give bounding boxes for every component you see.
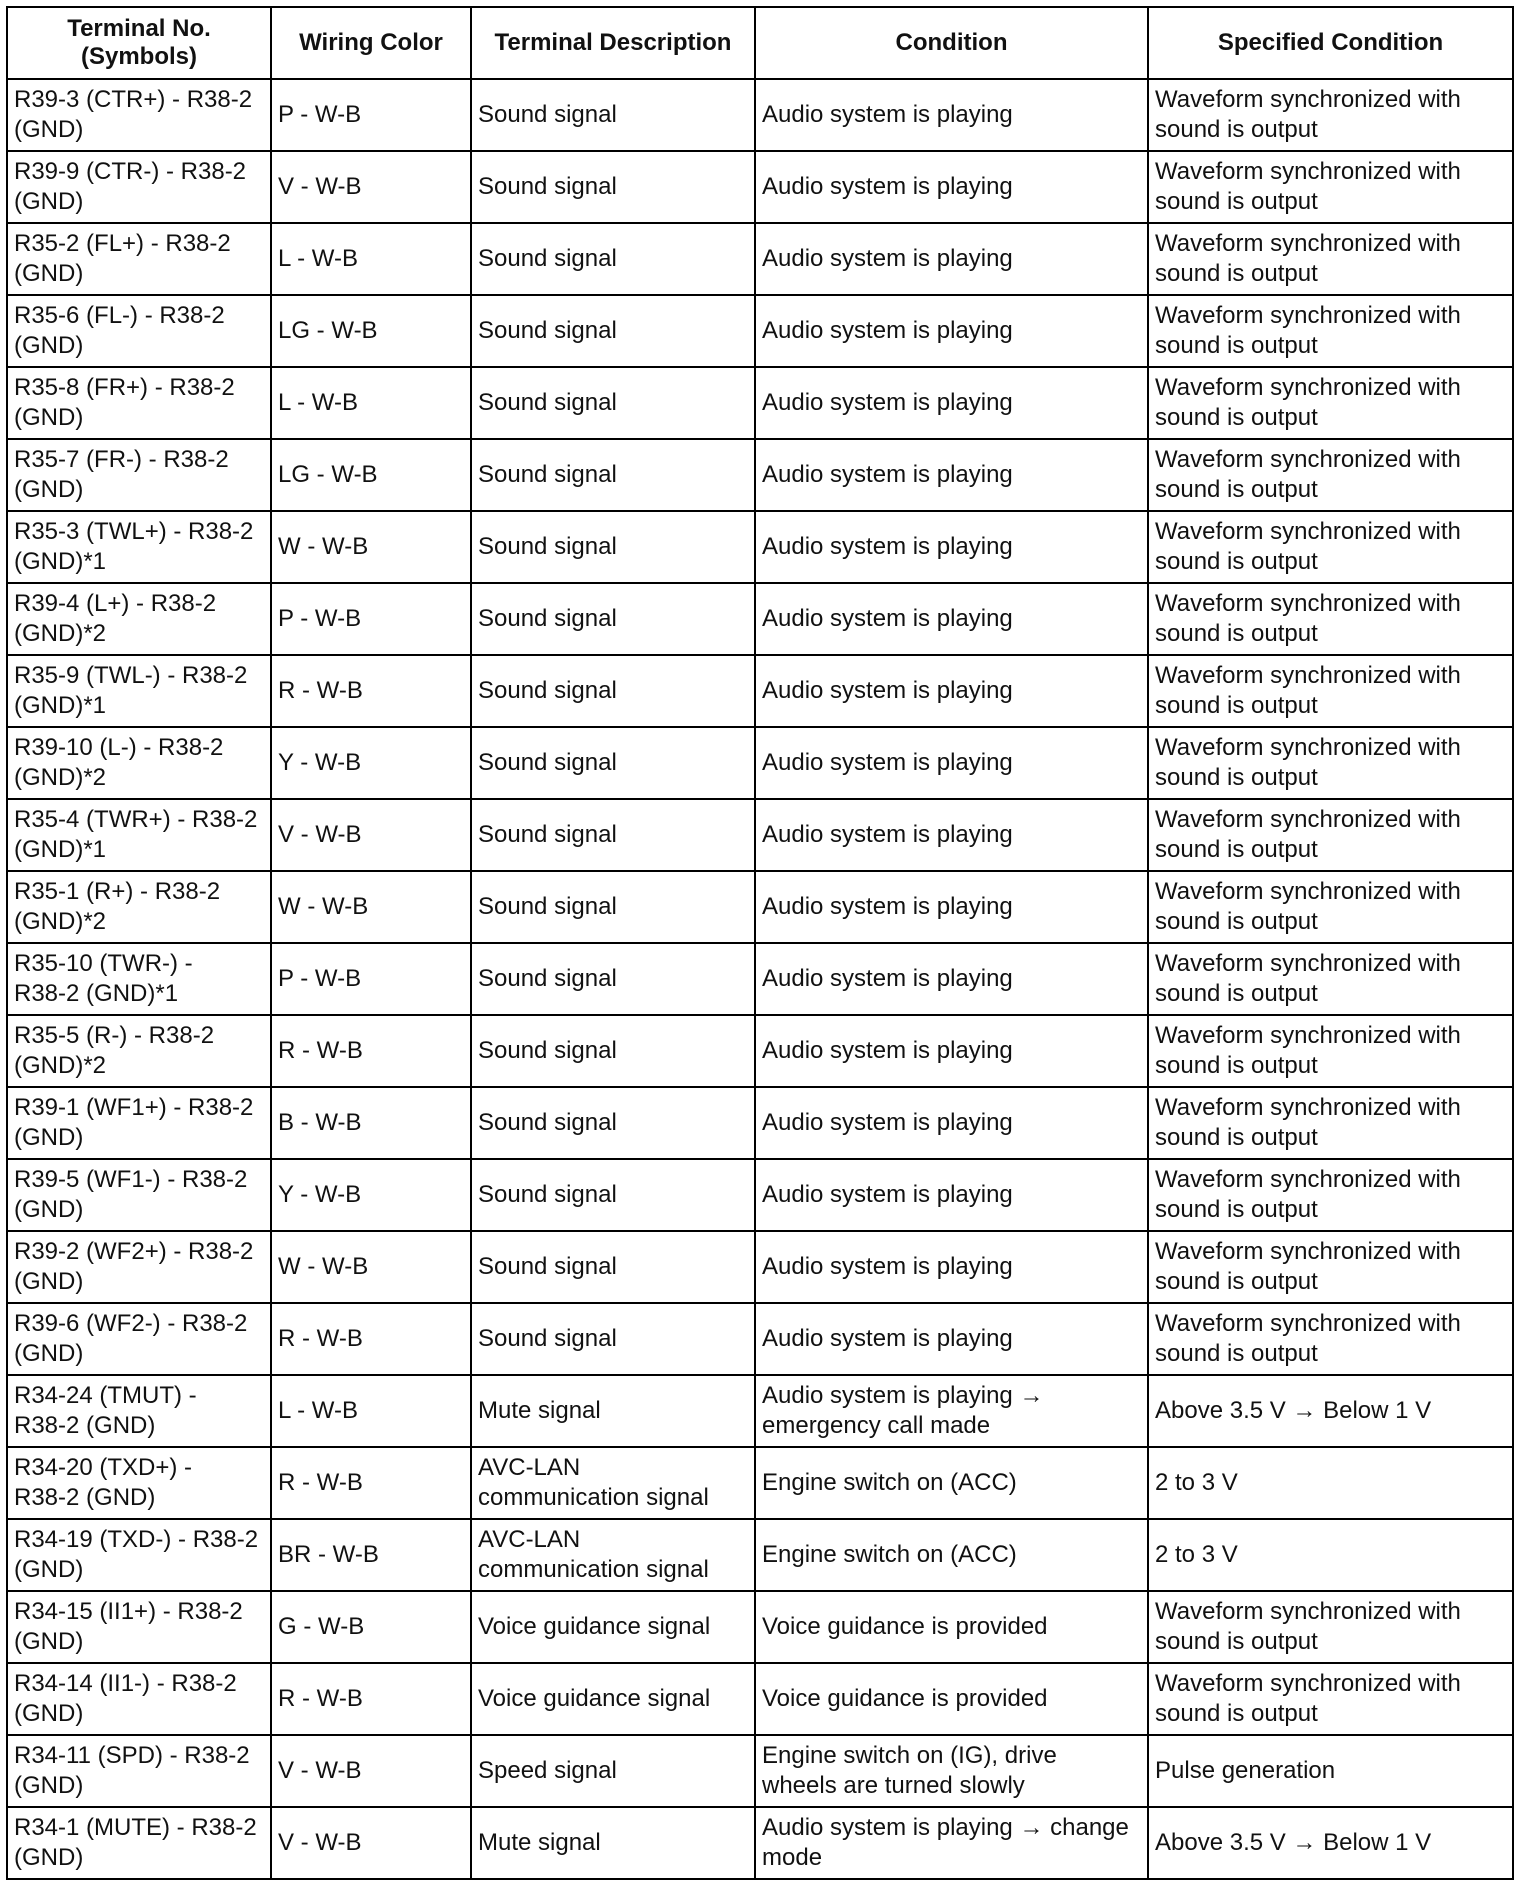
terminal-description-cell: Voice guidance signal	[471, 1591, 755, 1663]
table-body	[7, 79, 1513, 1879]
table-row	[7, 1591, 1513, 1663]
terminal-description-cell: Sound signal	[471, 943, 755, 1015]
wiring-color-cell: LG - W-B	[271, 295, 471, 367]
terminal-no-cell: R39-3 (CTR+) - R38-2 (GND)	[7, 79, 271, 151]
specified-condition-cell: 2 to 3 V	[1148, 1519, 1513, 1591]
terminal-description-cell: Sound signal	[471, 511, 755, 583]
table-row	[7, 1519, 1513, 1591]
terminal-no-cell: R39-9 (CTR-) - R38-2 (GND)	[7, 151, 271, 223]
document-page	[6, 6, 1514, 1880]
wiring-color-cell: V - W-B	[271, 799, 471, 871]
terminal-description-cell: Sound signal	[471, 79, 755, 151]
condition-cell: Audio system is playing	[755, 511, 1148, 583]
table-row	[7, 799, 1513, 871]
specified-condition-cell: Waveform synchronized with sound is output	[1148, 223, 1513, 295]
wiring-color-cell: R - W-B	[271, 655, 471, 727]
table-row	[7, 1735, 1513, 1807]
terminal-description-cell: AVC-LAN communication signal	[471, 1519, 755, 1591]
condition-cell: Engine switch on (ACC)	[755, 1519, 1148, 1591]
terminal-description-cell: Sound signal	[471, 727, 755, 799]
condition-cell: Audio system is playing	[755, 1015, 1148, 1087]
terminal-table	[6, 6, 1514, 1880]
terminal-no-cell: R39-4 (L+) - R38-2 (GND)*2	[7, 583, 271, 655]
wiring-color-cell: R - W-B	[271, 1663, 471, 1735]
terminal-description-cell: Sound signal	[471, 367, 755, 439]
wiring-color-cell: P - W-B	[271, 79, 471, 151]
terminal-no-cell: R35-1 (R+) - R38-2 (GND)*2	[7, 871, 271, 943]
table-header	[7, 7, 1513, 79]
terminal-no-cell: R35-10 (TWR-) - R38-2 (GND)*1	[7, 943, 271, 1015]
terminal-no-cell: R35-2 (FL+) - R38-2 (GND)	[7, 223, 271, 295]
terminal-no-cell: R35-5 (R-) - R38-2 (GND)*2	[7, 1015, 271, 1087]
terminal-no-cell: R39-10 (L-) - R38-2 (GND)*2	[7, 727, 271, 799]
condition-cell: Audio system is playing	[755, 871, 1148, 943]
specified-condition-cell: Waveform synchronized with sound is output	[1148, 1087, 1513, 1159]
wiring-color-cell: LG - W-B	[271, 439, 471, 511]
terminal-description-cell: Sound signal	[471, 151, 755, 223]
table-row	[7, 943, 1513, 1015]
table-row	[7, 727, 1513, 799]
condition-cell: Audio system is playing	[755, 583, 1148, 655]
condition-cell: Audio system is playing	[755, 151, 1148, 223]
wiring-color-cell: BR - W-B	[271, 1519, 471, 1591]
condition-cell: Audio system is playing	[755, 1159, 1148, 1231]
terminal-no-cell: R35-6 (FL-) - R38-2 (GND)	[7, 295, 271, 367]
terminal-no-cell: R34-14 (II1-) - R38-2 (GND)	[7, 1663, 271, 1735]
specified-condition-cell: Waveform synchronized with sound is output	[1148, 583, 1513, 655]
condition-cell: Audio system is playing	[755, 79, 1148, 151]
terminal-no-cell: R39-6 (WF2-) - R38-2 (GND)	[7, 1303, 271, 1375]
condition-cell: Audio system is playing → change mode	[755, 1807, 1148, 1879]
table-row	[7, 1231, 1513, 1303]
specified-condition-cell: Waveform synchronized with sound is output	[1148, 1663, 1513, 1735]
specified-condition-cell: Waveform synchronized with sound is output	[1148, 943, 1513, 1015]
table-row	[7, 1807, 1513, 1879]
terminal-no-cell: R35-8 (FR+) - R38-2 (GND)	[7, 367, 271, 439]
specified-condition-cell: Waveform synchronized with sound is output	[1148, 799, 1513, 871]
terminal-description-cell: Sound signal	[471, 439, 755, 511]
wiring-color-cell: R - W-B	[271, 1447, 471, 1519]
wiring-color-cell: L - W-B	[271, 223, 471, 295]
table-row	[7, 511, 1513, 583]
specified-condition-cell: Above 3.5 V → Below 1 V	[1148, 1375, 1513, 1447]
specified-condition-cell: 2 to 3 V	[1148, 1447, 1513, 1519]
table-row	[7, 1663, 1513, 1735]
specified-condition-cell: Waveform synchronized with sound is output	[1148, 1159, 1513, 1231]
terminal-description-cell: Sound signal	[471, 655, 755, 727]
specified-condition-cell: Waveform synchronized with sound is output	[1148, 367, 1513, 439]
condition-cell: Voice guidance is provided	[755, 1663, 1148, 1735]
condition-cell: Audio system is playing	[755, 295, 1148, 367]
wiring-color-cell: V - W-B	[271, 1807, 471, 1879]
table-row	[7, 583, 1513, 655]
specified-condition-cell: Waveform synchronized with sound is output	[1148, 871, 1513, 943]
condition-cell: Voice guidance is provided	[755, 1591, 1148, 1663]
terminal-description-cell: Sound signal	[471, 583, 755, 655]
specified-condition-cell: Waveform synchronized with sound is output	[1148, 1591, 1513, 1663]
wiring-color-cell: G - W-B	[271, 1591, 471, 1663]
specified-condition-cell: Above 3.5 V → Below 1 V	[1148, 1807, 1513, 1879]
specified-condition-cell: Waveform synchronized with sound is output	[1148, 151, 1513, 223]
condition-cell: Audio system is playing	[755, 727, 1148, 799]
table-row	[7, 151, 1513, 223]
wiring-color-cell: W - W-B	[271, 511, 471, 583]
specified-condition-cell: Pulse generation	[1148, 1735, 1513, 1807]
wiring-color-cell: L - W-B	[271, 1375, 471, 1447]
terminal-description-cell: Sound signal	[471, 799, 755, 871]
condition-cell: Audio system is playing	[755, 799, 1148, 871]
specified-condition-cell: Waveform synchronized with sound is output	[1148, 511, 1513, 583]
wiring-color-cell: L - W-B	[271, 367, 471, 439]
specified-condition-cell: Waveform synchronized with sound is output	[1148, 1015, 1513, 1087]
wiring-color-cell: V - W-B	[271, 151, 471, 223]
terminal-no-cell: R34-11 (SPD) - R38-2 (GND)	[7, 1735, 271, 1807]
table-row	[7, 1159, 1513, 1231]
table-row	[7, 655, 1513, 727]
table-row	[7, 1303, 1513, 1375]
wiring-color-cell: P - W-B	[271, 943, 471, 1015]
wiring-color-cell: Y - W-B	[271, 1159, 471, 1231]
terminal-no-cell: R39-5 (WF1-) - R38-2 (GND)	[7, 1159, 271, 1231]
terminal-description-cell: Sound signal	[471, 1231, 755, 1303]
condition-cell: Audio system is playing	[755, 223, 1148, 295]
terminal-no-cell: R34-20 (TXD+) - R38-2 (GND)	[7, 1447, 271, 1519]
wiring-color-cell: V - W-B	[271, 1735, 471, 1807]
wiring-color-cell: R - W-B	[271, 1015, 471, 1087]
terminal-no-cell: R34-24 (TMUT) - R38-2 (GND)	[7, 1375, 271, 1447]
condition-cell: Audio system is playing → emergency call made	[755, 1375, 1148, 1447]
table-row	[7, 79, 1513, 151]
header-row	[7, 7, 1513, 79]
header-condition: Condition	[755, 7, 1148, 79]
terminal-description-cell: Sound signal	[471, 1303, 755, 1375]
condition-cell: Audio system is playing	[755, 367, 1148, 439]
terminal-description-cell: AVC-LAN communication signal	[471, 1447, 755, 1519]
terminal-description-cell: Sound signal	[471, 295, 755, 367]
terminal-no-cell: R35-3 (TWL+) - R38-2 (GND)*1	[7, 511, 271, 583]
condition-cell: Audio system is playing	[755, 1231, 1148, 1303]
table-row	[7, 1375, 1513, 1447]
terminal-description-cell: Sound signal	[471, 1015, 755, 1087]
wiring-color-cell: Y - W-B	[271, 727, 471, 799]
header-specified-condition: Specified Condition	[1148, 7, 1513, 79]
specified-condition-cell: Waveform synchronized with sound is output	[1148, 295, 1513, 367]
table-row	[7, 871, 1513, 943]
terminal-no-cell: R34-1 (MUTE) - R38-2 (GND)	[7, 1807, 271, 1879]
terminal-no-cell: R35-4 (TWR+) - R38-2 (GND)*1	[7, 799, 271, 871]
condition-cell: Audio system is playing	[755, 1087, 1148, 1159]
terminal-description-cell: Mute signal	[471, 1807, 755, 1879]
specified-condition-cell: Waveform synchronized with sound is output	[1148, 1303, 1513, 1375]
terminal-description-cell: Voice guidance signal	[471, 1663, 755, 1735]
terminal-description-cell: Sound signal	[471, 1159, 755, 1231]
header-terminal-no: Terminal No. (Symbols)	[7, 7, 271, 79]
wiring-color-cell: W - W-B	[271, 871, 471, 943]
terminal-no-cell: R34-15 (II1+) - R38-2 (GND)	[7, 1591, 271, 1663]
terminal-no-cell: R35-7 (FR-) - R38-2 (GND)	[7, 439, 271, 511]
specified-condition-cell: Waveform synchronized with sound is output	[1148, 79, 1513, 151]
table-row	[7, 367, 1513, 439]
table-row	[7, 1447, 1513, 1519]
wiring-color-cell: R - W-B	[271, 1303, 471, 1375]
condition-cell: Audio system is playing	[755, 439, 1148, 511]
terminal-description-cell: Sound signal	[471, 1087, 755, 1159]
wiring-color-cell: P - W-B	[271, 583, 471, 655]
condition-cell: Audio system is playing	[755, 655, 1148, 727]
terminal-description-cell: Sound signal	[471, 223, 755, 295]
terminal-no-cell: R39-2 (WF2+) - R38-2 (GND)	[7, 1231, 271, 1303]
table-row	[7, 439, 1513, 511]
specified-condition-cell: Waveform synchronized with sound is output	[1148, 1231, 1513, 1303]
table-row	[7, 295, 1513, 367]
terminal-description-cell: Speed signal	[471, 1735, 755, 1807]
table-row	[7, 1015, 1513, 1087]
specified-condition-cell: Waveform synchronized with sound is output	[1148, 727, 1513, 799]
terminal-no-cell: R39-1 (WF1+) - R38-2 (GND)	[7, 1087, 271, 1159]
condition-cell: Audio system is playing	[755, 1303, 1148, 1375]
condition-cell: Engine switch on (ACC)	[755, 1447, 1148, 1519]
wiring-color-cell: W - W-B	[271, 1231, 471, 1303]
wiring-color-cell: B - W-B	[271, 1087, 471, 1159]
specified-condition-cell: Waveform synchronized with sound is output	[1148, 655, 1513, 727]
terminal-no-cell: R34-19 (TXD-) - R38-2 (GND)	[7, 1519, 271, 1591]
table-row	[7, 1087, 1513, 1159]
terminal-description-cell: Sound signal	[471, 871, 755, 943]
header-terminal-description: Terminal Description	[471, 7, 755, 79]
condition-cell: Audio system is playing	[755, 943, 1148, 1015]
terminal-description-cell: Mute signal	[471, 1375, 755, 1447]
condition-cell: Engine switch on (IG), drive wheels are turned slowly	[755, 1735, 1148, 1807]
specified-condition-cell: Waveform synchronized with sound is output	[1148, 439, 1513, 511]
terminal-no-cell: R35-9 (TWL-) - R38-2 (GND)*1	[7, 655, 271, 727]
table-row	[7, 223, 1513, 295]
header-wiring-color: Wiring Color	[271, 7, 471, 79]
